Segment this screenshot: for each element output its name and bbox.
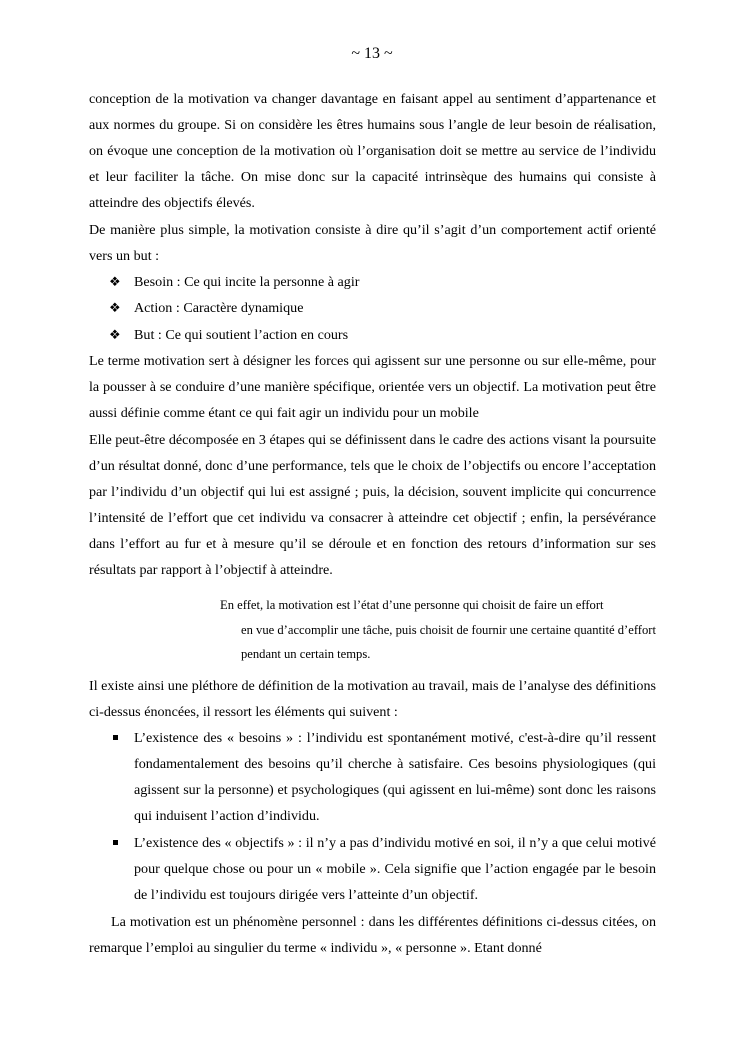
square-bullet-icon	[113, 840, 118, 845]
list-item: ❖ Action : Caractère dynamique	[89, 295, 656, 321]
paragraph: Le terme motivation sert à désigner les forces qui agissent sur une personne ou sur elle-même, pour la pousser à se conduire d’une manière spécifique, orientée vers un objectif. La motivation peut être aussi définie comme étant ce qui fait agir un individu pour un mobile	[89, 352, 656, 421]
list-item: L’existence des « besoins » : l’individu est spontanément motivé, c'est-à-dire qu’il ressent fondamentalement des besoins qu’il cherche à satisfaire. Ces besoins physiologiques (qui agissent sur la personne) et psychologiques (qui agissent en lui-même) sont donc les raisons qui induisent l’action d’individu.	[89, 725, 656, 829]
paragraph: conception de la motivation va changer davantage en faisant appel au sentiment d’appartenance et aux normes du groupe. Si on considère les êtres humains sous l’angle de leur besoin de réalisation, on évoque une conception de la motivation où l’organisation doit se mettre au service de l’individu et leur faciliter la tâche. On mise donc sur la capacité intrinsèque des humains qui consiste à atteindre des objectifs élevés.	[89, 91, 656, 211]
block-quote	[220, 593, 656, 667]
paragraph: Elle peut-être décomposée en 3 étapes qui se définissent dans le cadre des actions visant la poursuite d’un résultat donné, donc d’une performance, tels que le choix de l’objectifs ou encore l’acceptation par l’individu d’un objectif qui lui est assigné ; puis, la décision, souvent implicite qui concurrence l’intensité de l’effort que cet individu va consacrer à atteindre cet objectif ; enfin, la persévérance dans l’effort au fur et à mesure qu’il se déroule et en fonction des retours d’information sur ses résultats par rapport à l’objectif à atteindre.	[89, 431, 656, 578]
list-item: ❖ But : Ce qui soutient l’action en cours	[89, 322, 656, 348]
diamond-bullet-icon: ❖	[109, 300, 121, 316]
quote-first-line: En effet, la motivation est l’état d’une personne qui choisit de faire un effort	[220, 597, 604, 612]
body-text	[89, 86, 656, 961]
diamond-bullet-icon: ❖	[109, 274, 121, 289]
square-bullet-icon	[113, 735, 118, 740]
square-bullet-list	[89, 725, 656, 908]
page-number: ~ 13 ~	[351, 45, 393, 62]
quote-continuation: en vue d’accomplir une tâche, puis choisit de fournir une certaine quantité d’effort pendant un certain temps.	[241, 622, 656, 662]
paragraph: Il existe ainsi une pléthore de définition de la motivation au travail, mais de l’analyse des définitions ci-dessus énoncées, il ressort les éléments qui suivent :	[89, 678, 656, 721]
diamond-bullet-list	[89, 269, 656, 348]
diamond-bullet-icon: ❖	[109, 326, 121, 342]
list-item: ❖ Besoin : Ce qui incite la personne à agir	[89, 269, 656, 295]
paragraph: De manière plus simple, la motivation consiste à dire qu’il s’agit d’un comportement actif orienté vers un but :	[89, 222, 656, 264]
paragraph: La motivation est un phénomène personnel : dans les différentes définitions ci-dessus citées, on remarque l’emploi au singulier du terme « individu », « personne ». Etant donné	[89, 914, 656, 957]
list-item: L’existence des « objectifs » : il n’y a pas d’individu motivé en soi, il n’y a que celui motivé pour quelque chose ou pour un « mobile ». Cela signifie que l’action engagée par le besoin de l’individu est toujours dirigée vers l’atteinte d’un objectif.	[89, 830, 656, 908]
